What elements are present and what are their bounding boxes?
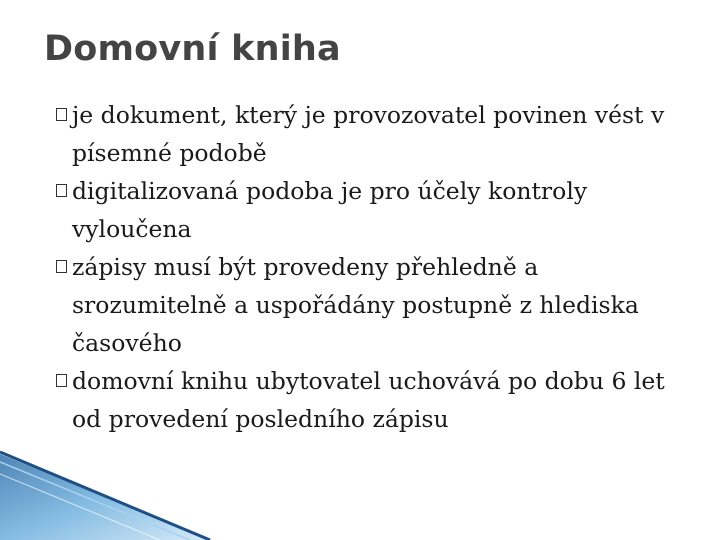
empty-square-icon: [56, 260, 67, 273]
bullet-text: je dokument, který je provozovatel povinen vést v písemné podobě: [72, 101, 665, 167]
empty-square-icon: [56, 374, 67, 387]
bullet-item: [56, 248, 696, 362]
bullet-text: digitalizovaná podoba je pro účely kontroly vyloučena: [72, 177, 588, 243]
bullet-item: [56, 172, 696, 248]
bullet-text: domovní knihu ubytovatel uchovává po dobu 6 let od provedení posledního zápisu: [72, 367, 665, 433]
slide-title: Domovní kniha: [44, 29, 341, 69]
bullet-list: [56, 96, 696, 438]
decorative-swoosh: [0, 440, 720, 540]
empty-square-icon: [56, 108, 67, 121]
bullet-item: [56, 96, 696, 172]
bullet-item: [56, 362, 696, 438]
empty-square-icon: [56, 184, 67, 197]
bullet-text: zápisy musí být provedeny přehledně a srozumitelně a uspořádány postupně z hlediska časového: [72, 253, 639, 357]
